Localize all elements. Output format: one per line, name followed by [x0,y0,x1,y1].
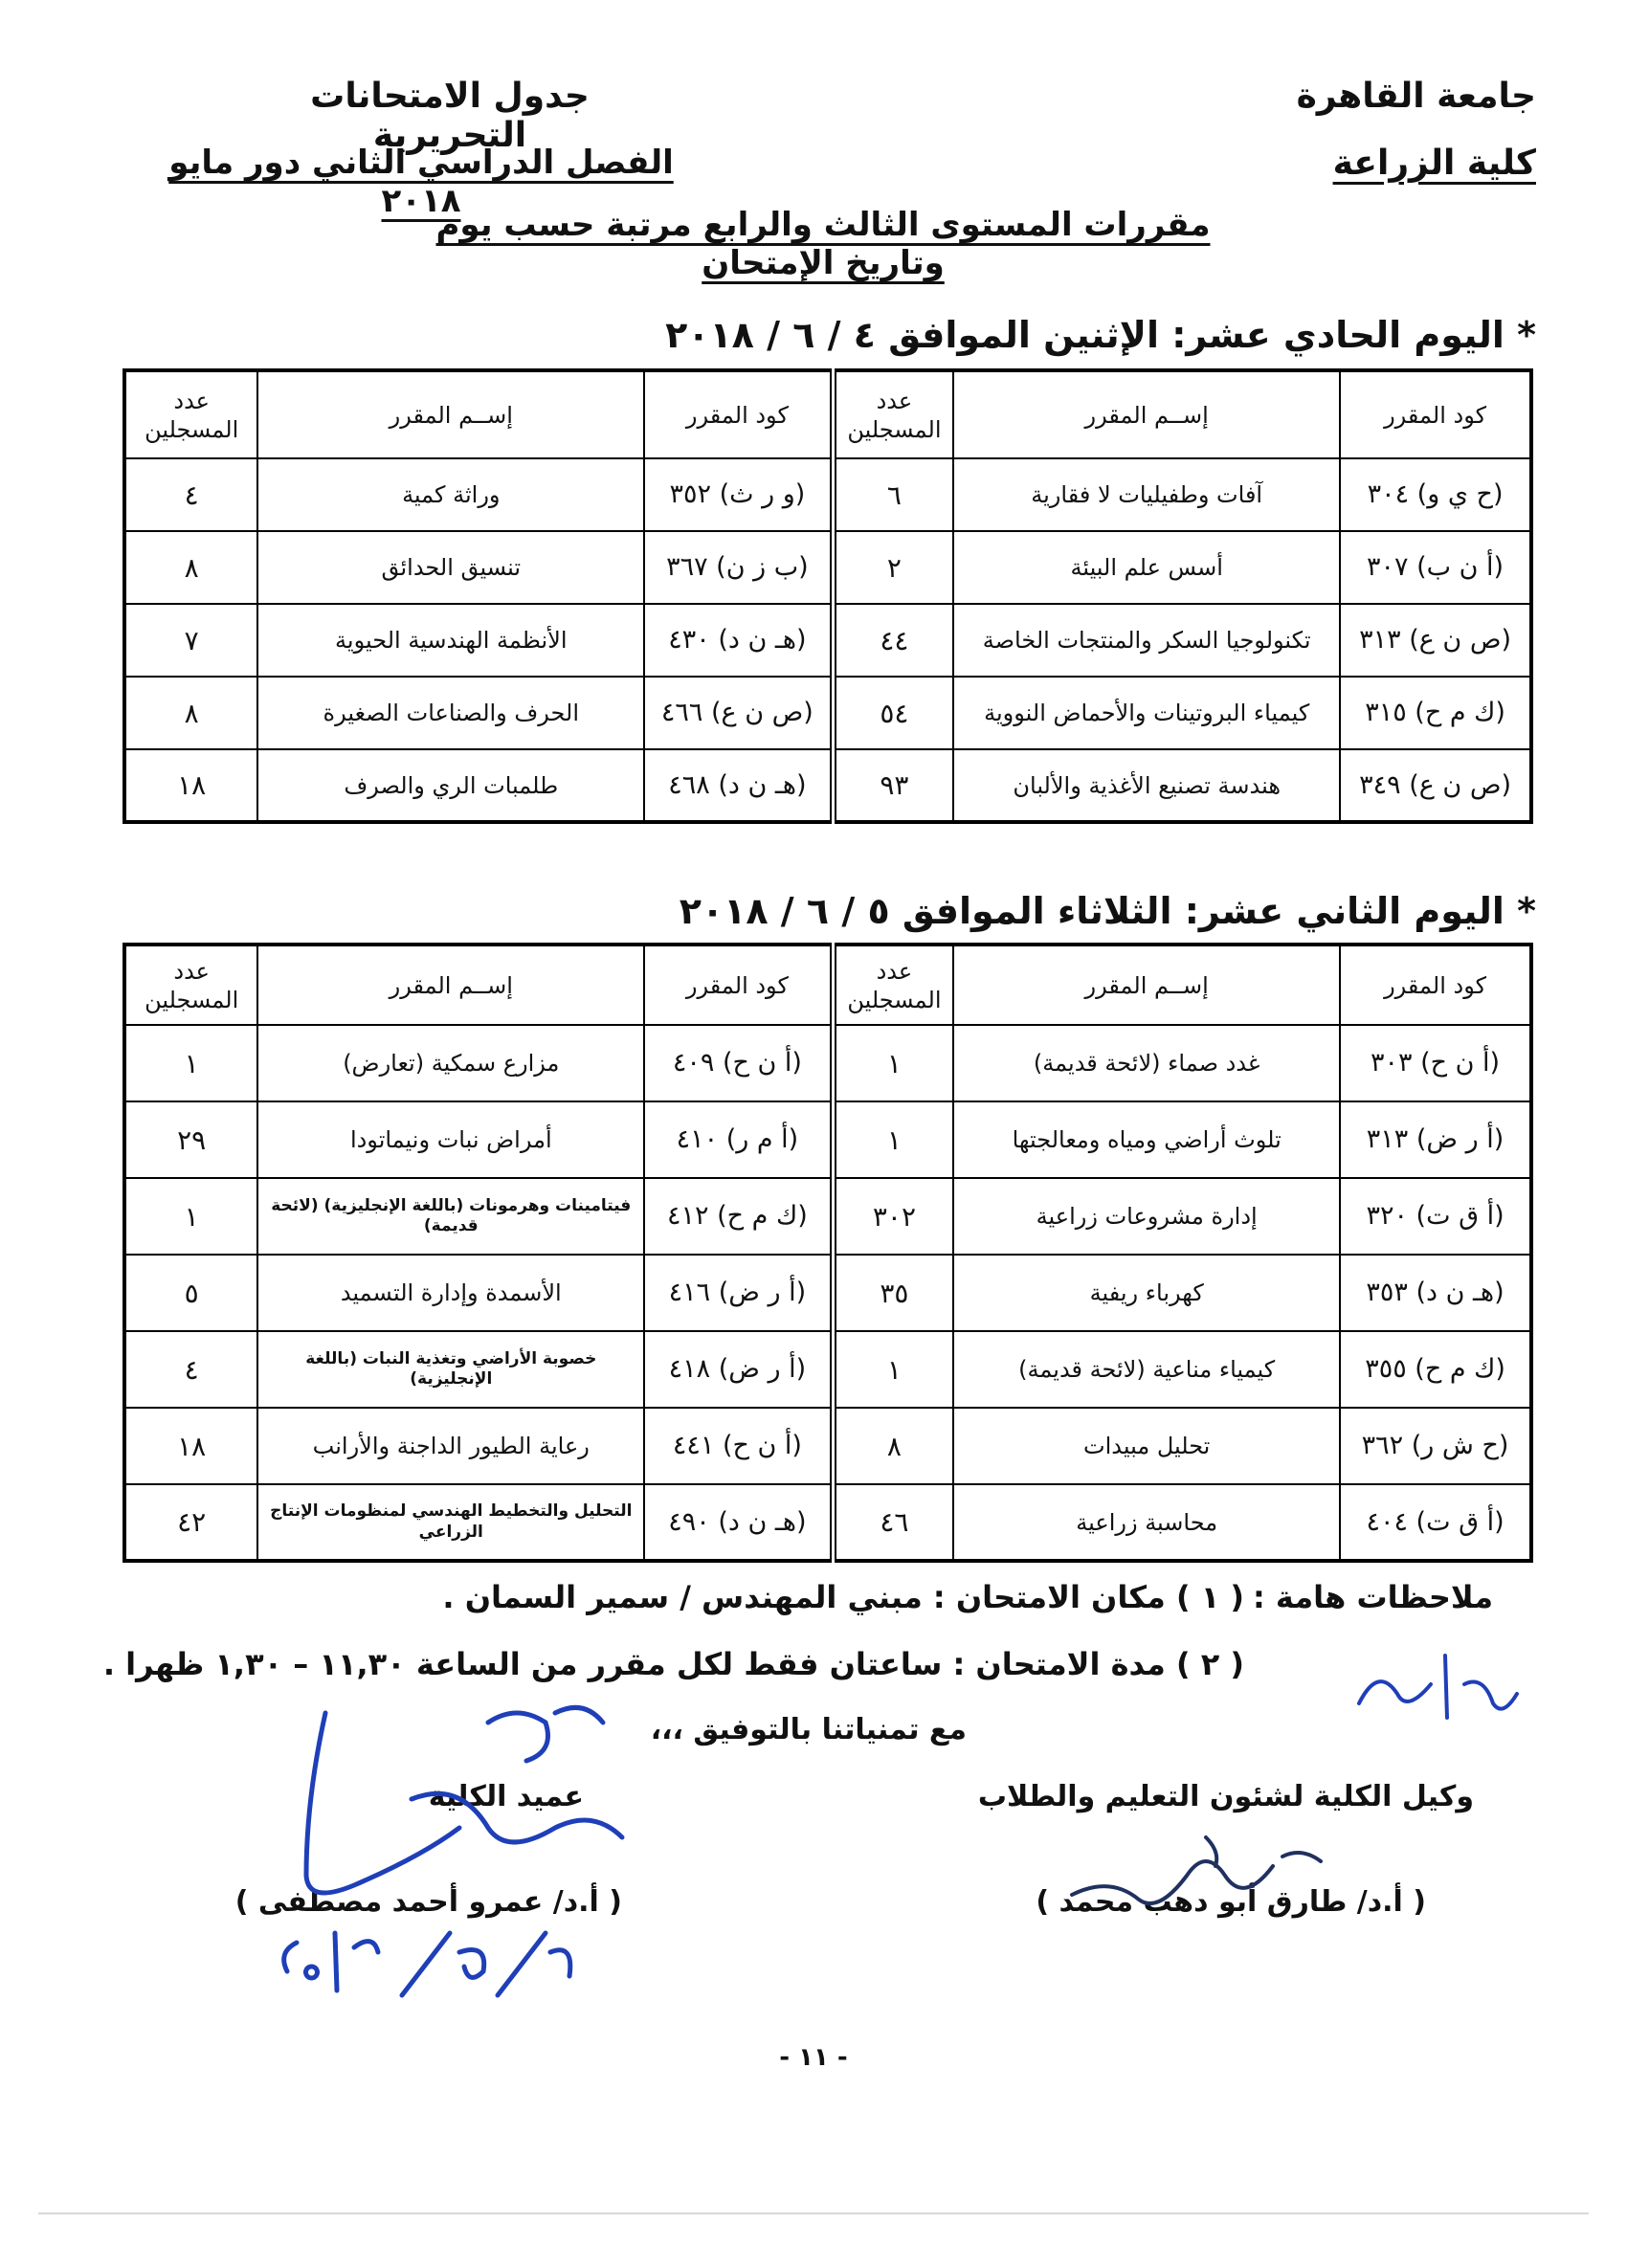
course-code-cell: (أ ق ت) ٤٠٤ [1340,1484,1531,1561]
course-name-cell: الأسمدة وإدارة التسميد [257,1255,644,1331]
dean-title: عميد الكلية [428,1780,584,1813]
course-name-cell: إدارة مشروعات زراعية [953,1178,1340,1255]
course-code-cell: (أ ن ح) ٣٠٣ [1340,1025,1531,1101]
course-name-cell: محاسبة زراعية [953,1484,1340,1561]
course-code-cell: (أ ر ض) ٣١٣ [1340,1101,1531,1178]
course-code-cell: (هـ ن د) ٤٣٠ [644,604,833,677]
registered-count-cell: ١ [124,1025,257,1101]
registered-count-cell: ١ [833,1101,953,1178]
registered-count-cell: ٤ [124,458,257,531]
header-code: كود المقرر [1340,945,1531,1025]
registered-count-cell: ٦ [833,458,953,531]
vice-dean-signature [1053,1818,1340,1933]
course-code-cell: (ص ن ع) ٤٦٦ [644,677,833,749]
table-row [124,1101,1531,1178]
course-name-cell: فيتامينات وهرمونات (باللغة الإنجليزية) (لائحة قديمة) [257,1178,644,1255]
table-row [124,677,1531,749]
page-number: - ١١ - [779,2043,848,2072]
course-name-cell: آفات وطفيليات لا فقارية [953,458,1340,531]
course-code-cell: (أ م ر) ٤١٠ [644,1101,833,1178]
registered-count-cell: ١ [124,1178,257,1255]
note-exam-location: ( ١ ) مكان الامتحان : مبني المهندس / سمير السمان . [442,1579,1244,1615]
note-exam-duration: ( ٢ ) مدة الامتحان : ساعتان فقط لكل مقرر من الساعة ١١,٣٠ – ١,٣٠ ظهرا . [102,1646,1244,1682]
course-name-cell: التحليل والتخطيط الهندسي لمنظومات الإنتاج الزراعي [257,1484,644,1561]
header-count: عدد المسجلين [124,370,257,458]
header-code: كود المقرر [644,945,833,1025]
header-count: عدد المسجلين [833,370,953,458]
course-code-cell: (أ ر ض) ٤١٨ [644,1331,833,1408]
semester-line: الفصل الدراسي الثاني دور مايو ٢٠١٨ [168,144,674,220]
course-code-cell: (ص ن ع) ٣١٣ [1340,604,1531,677]
faculty-name: كلية الزراعة [1332,144,1536,183]
day2-table [123,943,1533,1563]
course-code-cell: (هـ ن د) ٤٦٨ [644,749,833,822]
table-row [124,1025,1531,1101]
table-row [124,604,1531,677]
registered-count-cell: ١ [833,1025,953,1101]
document-title: جدول الامتحانات التحريرية [310,77,590,155]
day1-table [123,368,1533,824]
table-row [124,749,1531,822]
course-name-cell: أمراض نبات ونيماتودا [257,1101,644,1178]
course-name-cell: تنسيق الحدائق [257,531,644,604]
course-name-cell: طلمبات الري والصرف [257,749,644,822]
registered-count-cell: ٤٦ [833,1484,953,1561]
header-count: عدد المسجلين [833,945,953,1025]
course-code-cell: (ح ش ر) ٣٦٢ [1340,1408,1531,1484]
course-name-cell: الحرف والصناعات الصغيرة [257,677,644,749]
course-code-cell: (أ ن ب) ٣٠٧ [1340,531,1531,604]
course-name-cell: أسس علم البيئة [953,531,1340,604]
course-code-cell: (ح ي و) ٣٠٤ [1340,458,1531,531]
registered-count-cell: ٣٥ [833,1255,953,1331]
header-name: إســم المقرر [953,370,1340,458]
registered-count-cell: ٤ [124,1331,257,1408]
course-name-cell: تكنولوجيا السكر والمنتجات الخاصة [953,604,1340,677]
header-name: إســم المقرر [257,945,644,1025]
course-code-cell: (أ ن ح) ٤٠٩ [644,1025,833,1101]
initials-signature [1340,1627,1531,1751]
registered-count-cell: ١٨ [124,749,257,822]
table-header-row [124,370,1531,458]
course-name-cell: كيمياء مناعية (لائحة قديمة) [953,1331,1340,1408]
table-header-row [124,945,1531,1025]
course-code-cell: (ب ز ن) ٣٦٧ [644,531,833,604]
course-name-cell: رعاية الطيور الداجنة والأرانب [257,1408,644,1484]
course-name-cell: هندسة تصنيع الأغذية والألبان [953,749,1340,822]
course-name-cell: وراثة كمية [257,458,644,531]
course-name-cell: خصوبة الأراضي وتغذية النبات (باللغة الإنجليزية) [257,1331,644,1408]
course-code-cell: (ص ن ع) ٣٤٩ [1340,749,1531,822]
course-code-cell: (هـ ن د) ٤٩٠ [644,1484,833,1561]
registered-count-cell: ١ [833,1331,953,1408]
course-code-cell: (أ ن ح) ٤٤١ [644,1408,833,1484]
registered-count-cell: ٣٠٢ [833,1178,953,1255]
registered-count-cell: ٩٣ [833,749,953,822]
table-row [124,1331,1531,1408]
vice-dean-title: وكيل الكلية لشئون التعليم والطلاب [977,1780,1474,1813]
course-code-cell: (أ ق ت) ٣٢٠ [1340,1178,1531,1255]
notes-label: ملاحظات هامة : [1252,1579,1493,1615]
registered-count-cell: ٤٤ [833,604,953,677]
course-code-cell: (ك م ح) ٣٥٥ [1340,1331,1531,1408]
registered-count-cell: ٤٢ [124,1484,257,1561]
course-code-cell: (ك م ح) ٤١٢ [644,1178,833,1255]
registered-count-cell: ١٨ [124,1408,257,1484]
vice-dean-name: ( أ.د/ طارق أبو دهب محمد ) [1036,1885,1426,1919]
registered-count-cell: ٢ [833,531,953,604]
header-code: كود المقرر [1340,370,1531,458]
registered-count-cell: ٢٩ [124,1101,257,1178]
table-row [124,1484,1531,1561]
dean-name: ( أ.د/ عمرو أحمد مصطفى ) [234,1885,622,1919]
header-name: إســم المقرر [257,370,644,458]
table-row [124,531,1531,604]
page-bottom-rule [38,2212,1589,2214]
registered-count-cell: ٨ [124,677,257,749]
table-row [124,458,1531,531]
course-name-cell: تحليل مبيدات [953,1408,1340,1484]
registered-count-cell: ٨ [124,531,257,604]
course-code-cell: (هـ ن د) ٣٥٣ [1340,1255,1531,1331]
course-code-cell: (ك م ح) ٣١٥ [1340,677,1531,749]
dean-signature [268,1684,651,1933]
course-name-cell: مزارع سمكية (تعارض) [257,1025,644,1101]
table-row [124,1255,1531,1331]
course-name-cell: غدد صماء (لائحة قديمة) [953,1025,1340,1101]
course-code-cell: (و ر ث) ٣٥٢ [644,458,833,531]
registered-count-cell: ٥٤ [833,677,953,749]
table-row [124,1178,1531,1255]
course-name-cell: كيمياء البروتينات والأحماض النووية [953,677,1340,749]
course-name-cell: تلوث أراضي ومياه ومعالجتها [953,1101,1340,1178]
header-name: إســم المقرر [953,945,1340,1025]
closing-wish: مع تمنياتنا بالتوفيق ،،، [650,1713,967,1746]
registered-count-cell: ٧ [124,604,257,677]
registered-count-cell: ٥ [124,1255,257,1331]
document-subtitle: مقررات المستوى الثالث والرابع مرتبة حسب يوم وتاريخ الإمتحان [435,206,1211,282]
day1-heading: * اليوم الحادي عشر: الإثنين الموافق ٤ / ٦ / ٢٠١٨ [665,314,1536,356]
day2-heading: * اليوم الثاني عشر: الثلاثاء الموافق ٥ / ٦ / ٢٠١٨ [679,890,1536,932]
table-row [124,1408,1531,1484]
course-name-cell: الأنظمة الهندسية الحيوية [257,604,644,677]
header-code: كود المقرر [644,370,833,458]
course-code-cell: (أ ر ض) ٤١٦ [644,1255,833,1331]
course-name-cell: كهرباء ريفية [953,1255,1340,1331]
handwritten-date-signature [268,1914,584,2010]
header-count: عدد المسجلين [124,945,257,1025]
registered-count-cell: ٨ [833,1408,953,1484]
university-name: جامعة القاهرة [1296,77,1536,116]
